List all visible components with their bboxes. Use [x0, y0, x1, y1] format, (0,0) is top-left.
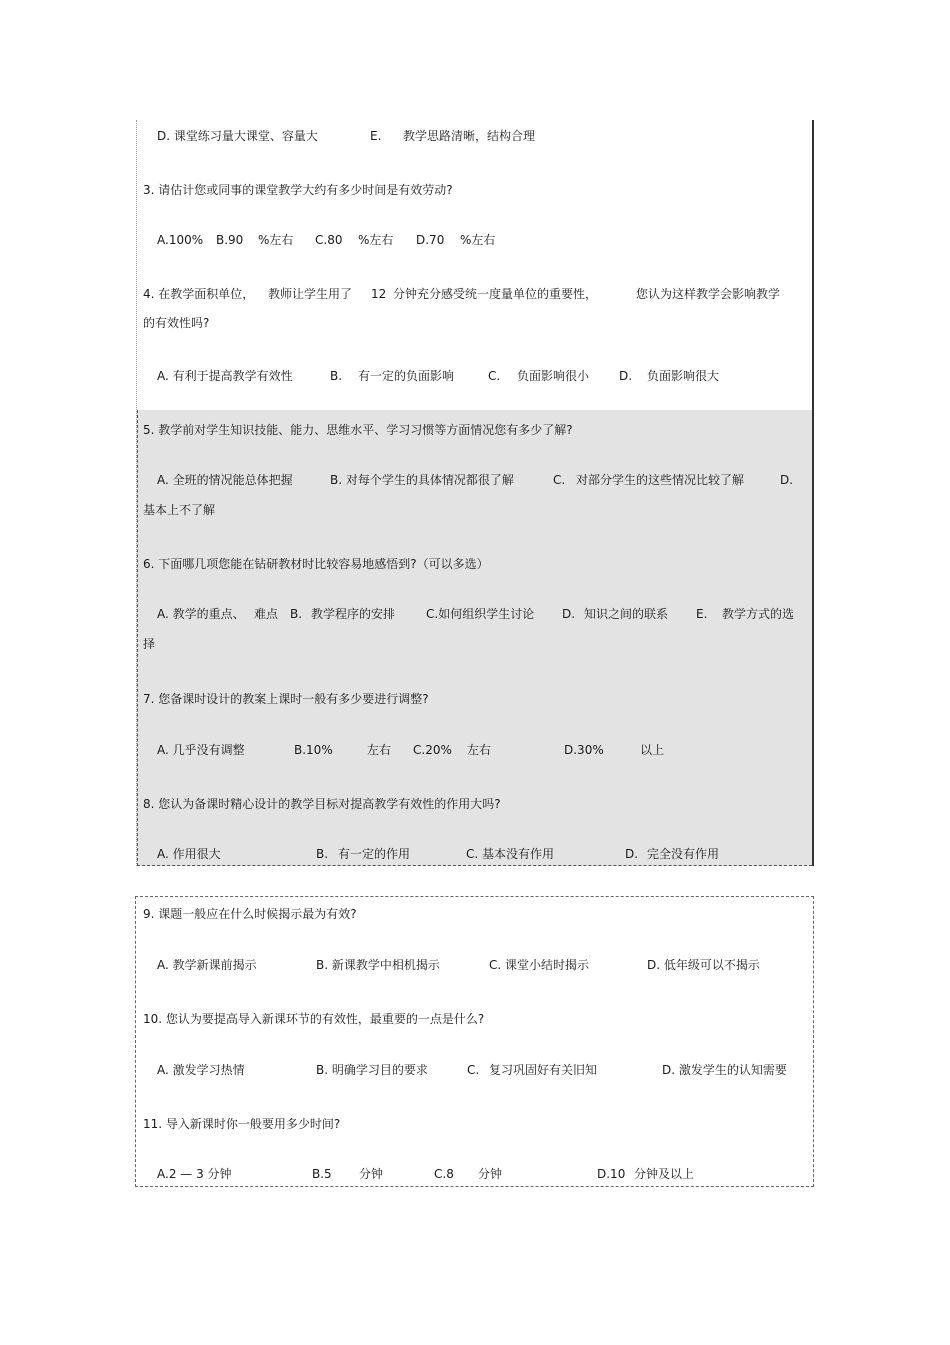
q5-option-a: A. 全班的情况能总体把握 [157, 473, 293, 487]
q11-option-b: B.5 [312, 1167, 332, 1181]
q9-option-c: C. 课堂小结时揭示 [489, 958, 590, 972]
q4-option-d: 负面影响很大 [647, 369, 720, 383]
q4-option-c: 负面影响很小 [517, 369, 590, 383]
q6-option-a-suffix: 难点 [254, 607, 279, 621]
q6-option-e-label: E. [696, 607, 708, 621]
q7-option-a: A. 几乎没有调整 [157, 743, 245, 757]
q6-option-d-label: D. [562, 607, 576, 621]
q5-question: 5. 教学前对学生知识技能、能力、思维水平、学习习惯等方面情况您有多少了解? [143, 423, 573, 437]
q8-option-c: C. 基本没有作用 [466, 847, 555, 861]
q7-question: 7. 您备课时设计的教案上课时一般有多少要进行调整? [143, 692, 429, 706]
q11-option-c-suffix: 分钟 [478, 1167, 503, 1181]
q3-option-c: C.80 [315, 233, 343, 247]
q9-option-a: A. 教学新课前揭示 [157, 958, 257, 972]
q6-option-b: 教学程序的安排 [311, 607, 396, 621]
q2-option-e: 教学思路清晰，结构合理 [403, 129, 536, 143]
q5-option-b: B. 对每个学生的具体情况都很了解 [330, 473, 514, 487]
q4-question-part1: 4. 在教学面积单位， [143, 287, 255, 301]
q4-question-part5: 您认为这样教学会影响教学 [636, 287, 781, 301]
q8-option-b: 有一定的作用 [338, 847, 411, 861]
q3-option-d-suffix: %左右 [460, 233, 496, 247]
q3-question: 3. 请估计您或同事的课堂教学大约有多少时间是有效劳动? [143, 183, 453, 197]
q6-option-d: 知识之间的联系 [584, 607, 669, 621]
q8-option-d: 完全没有作用 [647, 847, 720, 861]
q11-question: 11. 导入新课时你一般要用多少时间? [143, 1117, 341, 1131]
q7-option-d-suffix: 以上 [640, 743, 665, 757]
q5-option-c: 对部分学生的这些情况比较了解 [576, 473, 745, 487]
q4-option-d-label: D. [619, 369, 633, 383]
q11-option-c: C.8 [434, 1167, 454, 1181]
q6-question: 6. 下面哪几项您能在钻研教材时比较容易地感悟到?（可以多选） [143, 557, 489, 571]
q3-option-d: D.70 [416, 233, 445, 247]
q10-option-d: D. 激发学生的认知需要 [662, 1063, 787, 1077]
q11-option-a: A.2 — 3 分钟 [157, 1167, 232, 1181]
q8-option-a: A. 作用很大 [157, 847, 221, 861]
q11-option-d-suffix: 分钟及以上 [634, 1167, 695, 1181]
q7-option-b: B.10% [294, 743, 333, 757]
q6-option-e-line2: 择 [143, 637, 156, 651]
q2-option-d: D. 课堂练习量大课堂、容量大 [157, 129, 318, 143]
q3-option-b-suffix: %左右 [258, 233, 294, 247]
q5-option-d: 基本上不了解 [143, 503, 216, 517]
q7-option-d: D.30% [564, 743, 604, 757]
q9-question: 9. 课题一般应在什么时候揭示最为有效? [143, 907, 357, 921]
q8-question: 8. 您认为备课时精心设计的教学目标对提高教学有效性的作用大吗? [143, 797, 501, 811]
q10-option-c: 复习巩固好有关旧知 [489, 1063, 598, 1077]
q3-option-a: A.100% [157, 233, 204, 247]
q8-option-d-label: D. [625, 847, 639, 861]
q10-option-a: A. 激发学习热情 [157, 1063, 245, 1077]
q3-option-c-suffix: %左右 [358, 233, 394, 247]
q4-option-b: 有一定的负面影响 [358, 369, 455, 383]
q4-question-part4: 分钟充分感受统一度量单位的重要性， [393, 287, 598, 301]
q4-question-part2: 教师让学生用了 [268, 287, 353, 301]
q4-question-part3: 12 [371, 287, 387, 301]
q11-option-d: D.10 [597, 1167, 626, 1181]
q9-option-d: D. 低年级可以不揭示 [647, 958, 760, 972]
q4-question-line2: 的有效性吗? [143, 316, 210, 330]
q7-option-c-suffix: 左右 [467, 743, 492, 757]
q5-option-c-label: C. [553, 473, 566, 487]
q2-option-e-label: E. [370, 129, 382, 143]
q10-option-b: B. 明确学习目的要求 [316, 1063, 428, 1077]
q5-option-d-label: D. [780, 473, 794, 487]
q4-option-a: A. 有利于提高教学有效性 [157, 369, 293, 383]
q6-option-e: 教学方式的选 [722, 607, 795, 621]
survey-section-2 [135, 896, 814, 1187]
q6-option-c: C.如何组织学生讨论 [426, 607, 535, 621]
q6-option-b-label: B. [290, 607, 303, 621]
q8-option-b-label: B. [316, 847, 329, 861]
q7-option-c: C.20% [413, 743, 452, 757]
q9-option-b: B. 新课教学中相机揭示 [316, 958, 440, 972]
q7-option-b-suffix: 左右 [367, 743, 392, 757]
q4-option-c-label: C. [488, 369, 501, 383]
q10-question: 10. 您认为要提高导入新课环节的有效性，最重要的一点是什么? [143, 1012, 485, 1026]
q4-option-b-label: B. [330, 369, 343, 383]
q3-option-b: B.90 [216, 233, 244, 247]
q11-option-b-suffix: 分钟 [359, 1167, 384, 1181]
q6-option-a: A. 教学的重点、 [157, 607, 245, 621]
q10-option-c-label: C. [467, 1063, 480, 1077]
